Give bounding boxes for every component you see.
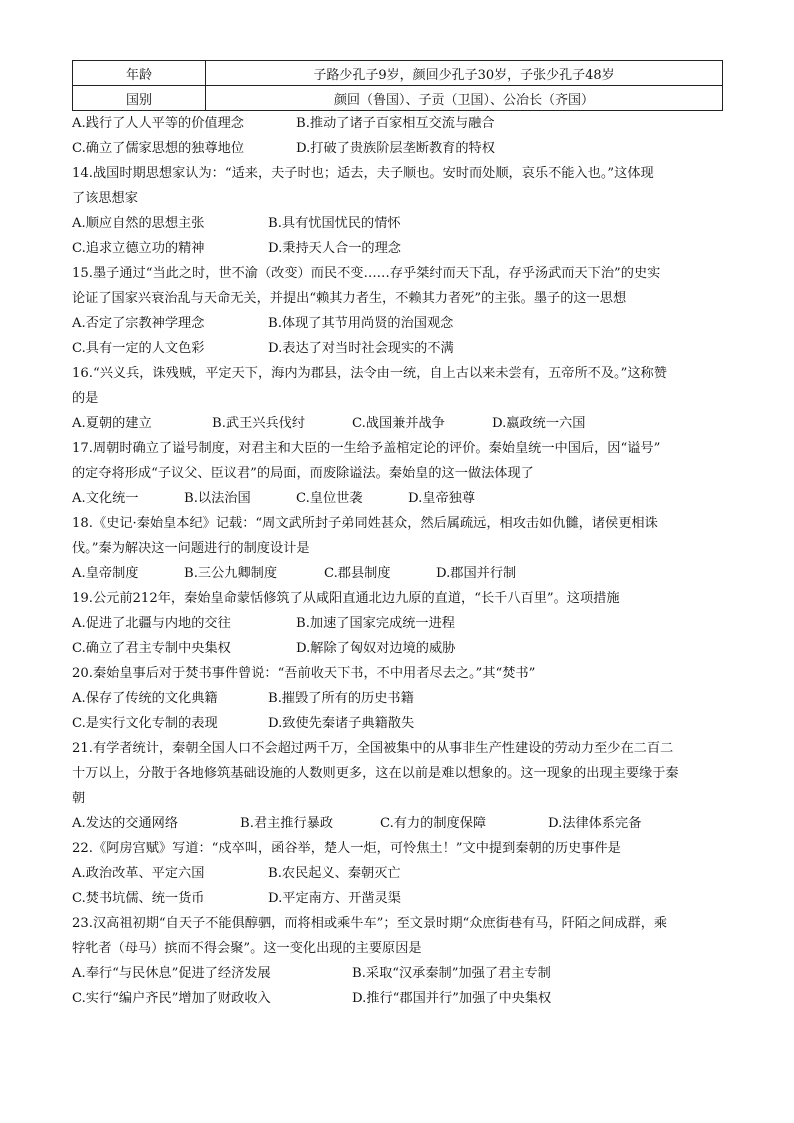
option-c[interactable]: C.确立了君主专制中央集权: [72, 641, 231, 656]
question-stem: 20.秦始皇事后对于焚书事件曾说：“吾前收天下书，不中用者尽去之。”其“焚书”: [72, 666, 536, 681]
question-stem: 19.公元前212年，秦始皇命蒙恬修筑了从咸阳直通北边九原的直道，“长千八百里”。这项措施: [72, 591, 620, 606]
option-b[interactable]: B.采取“汉承秦制”加强了君主专制: [352, 966, 551, 981]
option-b[interactable]: B.以法治国: [184, 491, 251, 506]
option-b[interactable]: B.武王兴兵伐纣: [212, 416, 306, 431]
option-d[interactable]: D.嬴政统一六国: [492, 416, 586, 431]
option-c[interactable]: C.具有一定的人文色彩: [72, 341, 205, 356]
question-stem: 了该思想家: [72, 191, 138, 206]
option-a[interactable]: A.顺应自然的思想主张: [72, 216, 205, 231]
option-d[interactable]: D.平定南方、开凿灵渠: [268, 891, 401, 906]
q13-options-row-1: [72, 111, 724, 136]
option-d[interactable]: D.致使先秦诸子典籍散失: [268, 716, 415, 731]
option-c[interactable]: C.确立了儒家思想的独尊地位: [72, 141, 245, 156]
option-a[interactable]: A.奉行“与民休息”促进了经济发展: [72, 966, 271, 981]
option-a[interactable]: A.否定了宗教神学理念: [72, 316, 205, 331]
q20-options-row-2: [72, 711, 724, 736]
q23-options-row-1: [72, 961, 724, 986]
question-stem: 牸牝者（母马）摈而不得会聚”。这一变化出现的主要原因是: [72, 941, 422, 956]
option-d[interactable]: D.表达了对当时社会现实的不满: [268, 341, 454, 356]
option-c[interactable]: C.是实行文化专制的表现: [72, 716, 218, 731]
question-stem: 16.“兴义兵，诛残贼，平定天下，海内为郡县，法令由一统，自上古以来未尝有，五帝所不及。”这称赞: [72, 366, 667, 381]
option-c[interactable]: C.郡县制度: [324, 566, 391, 581]
q15-options-row-1: [72, 311, 724, 336]
option-b[interactable]: B.三公九卿制度: [184, 566, 278, 581]
table-row: [73, 86, 723, 111]
q15-options-row-2: [72, 336, 724, 361]
question-stem: 22.《阿房宫赋》写道：“戍卒叫，函谷举，楚人一炬，可怜焦土！”文中提到秦朝的历史事件是: [72, 841, 621, 856]
option-c[interactable]: C.皇位世袭: [296, 491, 363, 506]
question-stem: 18.《史记·秦始皇本纪》记载：“周文武所封子弟同姓甚众，然后属疏远，相攻击如仇雠，诸侯更相诛: [72, 516, 658, 531]
question-stem: 论证了国家兴衰治乱与天命无关，并提出“赖其力者生，不赖其力者死”的主张。墨子的这一思想: [72, 291, 627, 306]
option-c[interactable]: C.追求立德立功的精神: [72, 241, 205, 256]
question-stem: 伐。”秦为解决这一问题进行的制度设计是: [72, 541, 310, 556]
option-c[interactable]: C.战国兼并战争: [352, 416, 445, 431]
option-d[interactable]: D.郡国并行制: [436, 566, 517, 581]
option-c[interactable]: C.实行“编户齐民”增加了财政收入: [72, 991, 271, 1006]
table-key-cell: 国别: [73, 86, 206, 111]
option-a[interactable]: A.促进了北疆与内地的交往: [72, 616, 231, 631]
table-row: [73, 61, 723, 86]
q18-options-row: [72, 561, 724, 586]
q16-options-row: [72, 411, 724, 436]
option-b[interactable]: B.推动了诸子百家相互交流与融合: [296, 116, 495, 131]
option-b[interactable]: B.君主推行暴政: [240, 816, 334, 831]
exam-page: [72, 60, 724, 1011]
q14-options-row-2: [72, 236, 724, 261]
q19-options-row-2: [72, 636, 724, 661]
option-a[interactable]: A.政治改革、平定六国: [72, 866, 205, 881]
table-value-cell: 子路少孔子9岁，颜回少孔子30岁，子张少孔子48岁: [206, 61, 723, 86]
option-d[interactable]: D.打破了贵族阶层垄断教育的特权: [296, 141, 495, 156]
option-d[interactable]: D.皇帝独尊: [408, 491, 476, 506]
question-stem: 的定夺将形成“子议父、臣议君”的局面，而废除谥法。秦始皇的这一做法体现了: [72, 466, 534, 481]
option-d[interactable]: D.推行“郡国并行”加强了中央集权: [352, 991, 552, 1006]
option-c[interactable]: C.焚书坑儒、统一货币: [72, 891, 205, 906]
option-a[interactable]: A.皇帝制度: [72, 566, 139, 581]
option-c[interactable]: C.有力的制度保障: [380, 816, 487, 831]
question-stem: 14.战国时期思想家认为：“适来，夫子时也；适去，夫子顺也。安时而处顺，哀乐不能入也。”这体现: [72, 166, 654, 181]
question-stem: 23.汉高祖初期“自天子不能俱醇驷，而将相或乘牛车”；至文景时期“众庶街巷有马，阡陌之间成群，乘: [72, 916, 668, 931]
q20-options-row-1: [72, 686, 724, 711]
question-stem: 21.有学者统计，秦朝全国人口不会超过两千万，全国被集中的从事非生产性建设的劳动力至少在二百二: [72, 741, 674, 756]
q23-options-row-2: [72, 986, 724, 1011]
question-stem: 17.周朝时确立了谥号制度，对君主和大臣的一生给予盖棺定论的评价。秦始皇统一中国后，因“谥号”: [72, 441, 661, 456]
table-key-cell: 年龄: [73, 61, 206, 86]
option-b[interactable]: B.农民起义、秦朝灭亡: [268, 866, 401, 881]
option-a[interactable]: A.文化统一: [72, 491, 139, 506]
question-stem: 朝: [72, 791, 86, 806]
option-b[interactable]: B.摧毁了所有的历史书籍: [268, 691, 414, 706]
option-b[interactable]: B.加速了国家完成统一进程: [296, 616, 455, 631]
option-a[interactable]: A.夏朝的建立: [72, 416, 152, 431]
q17-options-row: [72, 486, 724, 511]
option-b[interactable]: B.体现了其节用尚贤的治国观念: [268, 316, 454, 331]
table-value-cell: 颜回（鲁国）、子贡（卫国）、公冶长（齐国）: [206, 86, 723, 111]
q14-options-row-1: [72, 211, 724, 236]
q19-options-row-1: [72, 611, 724, 636]
question-stem: 十万以上，分散于各地修筑基础设施的人数则更多，这在以前是难以想象的。这一现象的出现主要缘于秦: [72, 766, 679, 781]
option-a[interactable]: A.发达的交通网络: [72, 816, 179, 831]
q21-options-row: [72, 811, 724, 836]
option-d[interactable]: D.法律体系完备: [548, 816, 642, 831]
question-stem: 的是: [72, 391, 99, 406]
student-info-table: [72, 60, 723, 111]
option-d[interactable]: D.解除了匈奴对边境的威胁: [296, 641, 456, 656]
option-d[interactable]: D.秉持天人合一的理念: [268, 241, 401, 256]
option-a[interactable]: A.践行了人人平等的价值理念: [72, 116, 244, 131]
option-b[interactable]: B.具有忧国忧民的情怀: [268, 216, 401, 231]
option-a[interactable]: A.保存了传统的文化典籍: [72, 691, 218, 706]
question-stem: 15.墨子通过“当此之时，世不渝（改变）而民不变……存乎桀纣而天下乱，存乎汤武而天下治”的史实: [72, 266, 661, 281]
q22-options-row-2: [72, 886, 724, 911]
q22-options-row-1: [72, 861, 724, 886]
q13-options-row-2: [72, 136, 724, 161]
